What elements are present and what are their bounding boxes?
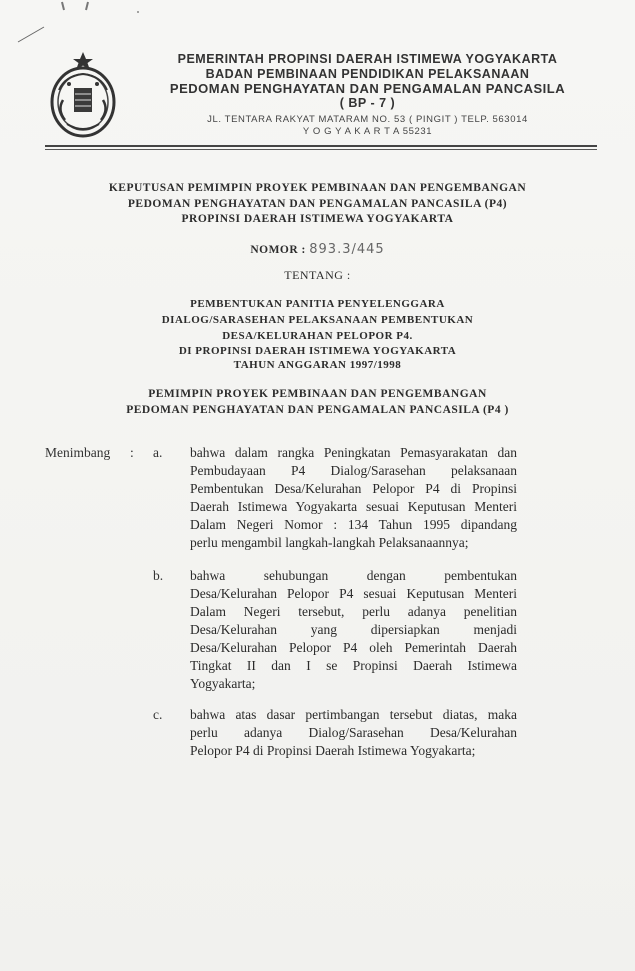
item-b-marker: b. bbox=[153, 568, 164, 583]
letterhead-line-2: BADAN PEMBINAAN PENDIDIKAN PELAKSANAAN bbox=[205, 67, 530, 81]
item-b-line: bahwa sehubungan dengan pembentukan bbox=[190, 568, 517, 583]
item-a-line: bahwa dalam rangka Peningkatan Pemasyarakatan dan bbox=[190, 445, 517, 460]
nomor-label: NOMOR : bbox=[250, 244, 306, 256]
item-c-text bbox=[190, 706, 517, 760]
item-a-marker: a. bbox=[153, 445, 163, 460]
issuer-line-1: PEMIMPIN PROYEK PEMBINAAN DAN PENGEMBANGAN bbox=[148, 388, 487, 400]
decision-title-line-1: KEPUTUSAN PEMIMPIN PROYEK PEMBINAAN DAN PENGEMBANGAN bbox=[108, 182, 527, 194]
letterhead-line-1: PEMERINTAH PROPINSI DAERAH ISTIMEWA YOGYAKARTA bbox=[177, 52, 558, 66]
item-a-text bbox=[190, 444, 517, 552]
menimbang-label: Menimbang bbox=[45, 445, 111, 460]
letterhead-rule-thick bbox=[45, 145, 597, 147]
item-a-line: Daerah Istimewa Yogyakarta sesuai Keputusan Menteri bbox=[190, 499, 517, 514]
item-b-line: Desa/Kelurahan Pelopor P4 oleh Pemerintah Daerah bbox=[190, 640, 517, 655]
item-c-line: bahwa atas dasar pertimbangan tersebut diatas, maka bbox=[190, 707, 517, 722]
province-seal-icon bbox=[45, 50, 121, 140]
issuer-line-2: PEDOMAN PENGHAYATAN DAN PENGAMALAN PANCASILA (P4 ) bbox=[126, 404, 509, 416]
item-b-line: Dalam Negeri tersebut, perlu adanya penelitian bbox=[190, 604, 517, 619]
letterhead-line-3: PEDOMAN PENGHAYATAN DAN PENGAMALAN PANCASILA bbox=[169, 81, 566, 96]
item-c-line: perlu adanya Dialog/Sarasehan Desa/Kelurahan bbox=[190, 725, 517, 740]
tentang-label: TENTANG : bbox=[284, 268, 351, 282]
item-b-line: Desa/Kelurahan yang dipersiapkan menjadi bbox=[190, 622, 517, 637]
item-a-line: perlu mengambil langkah-langkah Pelaksanaannya; bbox=[190, 535, 469, 550]
nomor-value: 893.3/445 bbox=[309, 242, 385, 257]
letterhead-line-4: ( BP - 7 ) bbox=[339, 96, 396, 110]
subject-line-4: DI PROPINSI DAERAH ISTIMEWA YOGYAKARTA bbox=[178, 345, 457, 357]
item-a-line: Pembudayaan P4 Dialog/Sarasehan pelaksanaan bbox=[190, 463, 517, 478]
subject-line-3: DESA/KELURAHAN PELOPOR P4. bbox=[222, 330, 413, 342]
subject-line-1: PEMBENTUKAN PANITIA PENYELENGGARA bbox=[190, 298, 445, 310]
decision-title-line-3: PROPINSI DAERAH ISTIMEWA YOGYAKARTA bbox=[181, 213, 454, 225]
item-b-line: Yogyakarta; bbox=[190, 676, 256, 691]
menimbang-colon: : bbox=[130, 445, 134, 460]
letterhead-address-1: JL. TENTARA RAKYAT MATARAM NO. 53 ( PINGIT ) TELP. 563014 bbox=[207, 114, 528, 125]
item-b-line: Tingkat II dan I se Propinsi Daerah Istimewa bbox=[190, 658, 517, 673]
item-b-text bbox=[190, 567, 517, 693]
subject-line-5: TAHUN ANGGARAN 1997/1998 bbox=[233, 359, 402, 371]
letterhead-rule-thin bbox=[45, 149, 597, 150]
item-c-marker: c. bbox=[153, 707, 163, 722]
item-a-line: Dalam Negeri Nomor : 134 Tahun 1995 dipandang bbox=[190, 517, 517, 532]
decision-title-line-2: PEDOMAN PENGHAYATAN DAN PENGAMALAN PANCASILA (P4) bbox=[127, 198, 508, 210]
letterhead-address-2: Y O G Y A K A R T A 55231 bbox=[302, 126, 433, 137]
item-c-line: Pelopor P4 di Propinsi Daerah Istimewa Yogyakarta; bbox=[190, 743, 476, 758]
item-a-line: Pembentukan Desa/Kelurahan Pelopor P4 di Propinsi bbox=[190, 481, 517, 496]
subject-line-2: DIALOG/SARASEHAN PELAKSANAAN PEMBENTUKAN bbox=[161, 314, 474, 326]
pen-scratch-mark bbox=[0, 0, 160, 45]
item-b-line: Desa/Kelurahan Pelopor P4 sesuai Keputusan Menteri bbox=[190, 586, 517, 601]
nomor-line bbox=[40, 242, 595, 258]
